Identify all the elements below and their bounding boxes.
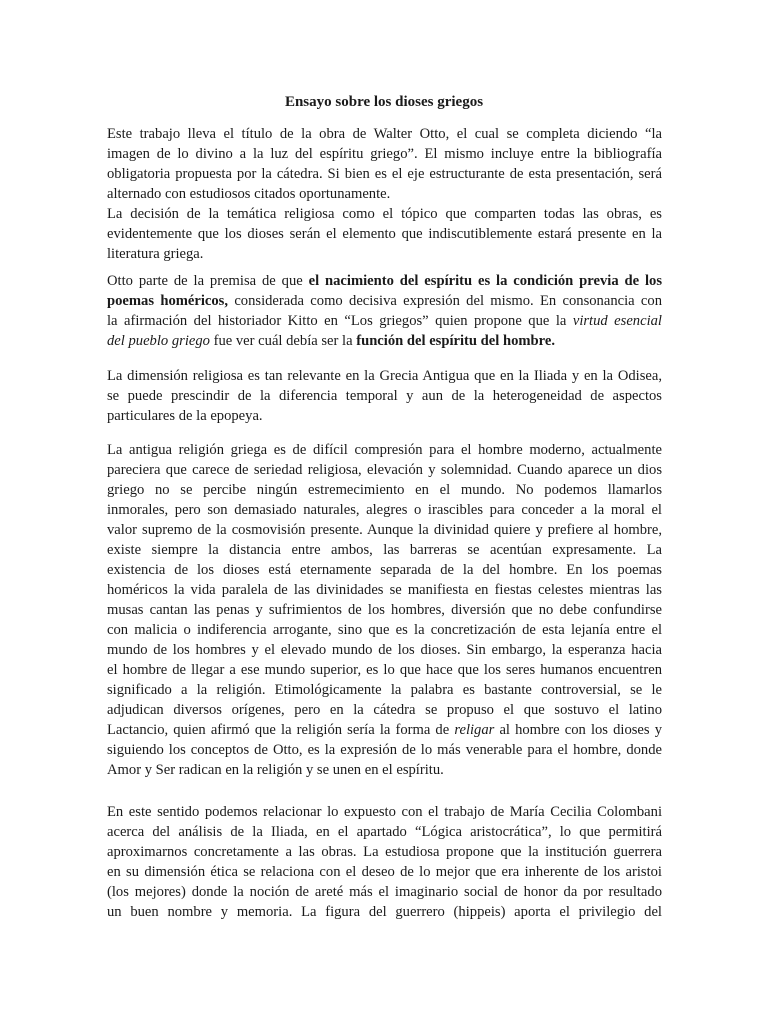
paragraph-religion-griega — [107, 440, 662, 780]
text-line: pareciera que carece de seriedad religiosa, elevación y solemnidad. Cuando aparece un dios — [107, 462, 662, 478]
text-line: (los mejores) donde la noción de areté más el imaginario social de honor da por resultado — [107, 884, 662, 900]
paragraph-tematica — [107, 204, 662, 264]
text-line: La dimensión religiosa es tan relevante en la Grecia Antigua que en la Iliada y en la Odisea, — [107, 368, 662, 384]
bold-text: poemas homéricos, — [107, 293, 229, 309]
text-line: acerca del análisis de la Iliada, en el apartado “Lógica aristocrática”, lo que permitirá — [107, 824, 662, 840]
text-run: al hombre con los dioses y — [494, 722, 662, 738]
paragraph-colombani — [107, 802, 662, 922]
text-line: valor supremo de la cosmovisión presente. Aunque la divinidad quiere y prefiere al hombre, — [107, 522, 662, 538]
bold-text: función del espíritu del hombre. — [356, 333, 556, 349]
text-line: significado a la religión. Etimológicamente la palabra es bastante controversial, se le — [107, 682, 662, 698]
text-line: evidentemente que los dioses serán el elemento que indiscutiblemente estará presente en la — [107, 226, 662, 242]
text-line: obligatoria propuesta por la cátedra. Si bien es el eje estructurante de esta presentación, será — [107, 166, 662, 182]
text-line: con malicia o indiferencia arrogante, sino que es la concretización de esta lejanía entre el — [107, 622, 662, 638]
italic-text: religar — [454, 722, 495, 738]
bold-text: el nacimiento del espíritu es la condición previa de los — [308, 273, 662, 289]
text-line: Este trabajo lleva el título de la obra de Walter Otto, el cual se completa diciendo “la — [107, 126, 662, 142]
text-run: Otto parte de la premisa de que — [107, 273, 309, 289]
text-line: musas cantan las penas y sufrimientos de los hombres, diversión que no debe confundirse — [107, 602, 662, 618]
text-line: griego no se percibe ningún estremecimiento en el mundo. No podemos llamarlos — [107, 482, 662, 498]
text-line: siguiendo los conceptos de Otto, es la expresión de lo más venerable para el hombre, donde — [107, 742, 662, 758]
text-line: mundo de los hombres y el elevado mundo de los dioses. Sin embargo, la esperanza hacia — [107, 642, 662, 658]
text-line: inmorales, pero son demasiado naturales, alegres o irascibles para conceder a la moral el — [107, 502, 662, 518]
text-run: la afirmación del historiador Kitto en “Los griegos” quien propone que la — [107, 313, 573, 329]
text-run: considerada como decisiva expresión del mismo. En consonancia con — [228, 293, 663, 309]
paragraph-intro — [107, 124, 662, 204]
text-line — [107, 311, 662, 331]
text-run: fue ver cuál debía ser la — [209, 333, 357, 349]
text-line: en su dimensión ética se relaciona con el deseo de lo mejor que era inherente de los aristoi — [107, 864, 662, 880]
text-line: alternado con estudiosos citados oportunamente. — [107, 186, 391, 202]
text-line: existe siempre la distancia entre ambos, las barreras se acentúan expresamente. La — [107, 542, 662, 558]
paragraph-premisa — [107, 271, 662, 351]
text-line: se puede prescindir de la diferencia temporal y aun de la heterogeneidad de aspectos — [107, 388, 662, 404]
italic-text: del pueblo griego — [107, 333, 210, 349]
text-line: Amor y Ser radican en la religión y se unen en el espíritu. — [107, 762, 444, 778]
italic-text: virtud esencial — [572, 313, 662, 329]
text-line: adjudican diversos orígenes, pero en la cátedra se propuso el que sostuvo el latino — [107, 702, 662, 718]
text-line — [107, 291, 662, 311]
text-line: imagen de lo divino a la luz del espíritu griego”. El mismo incluye entre la bibliografía — [107, 146, 662, 162]
text-line: un buen nombre y memoria. La figura del guerrero (hippeis) aporta el privilegio del — [107, 904, 662, 920]
text-line: el hombre de llegar a ese mundo superior, es lo que hace que los seres humanos encuentren — [107, 662, 662, 678]
text-line: La antigua religión griega es de difícil compresión para el hombre moderno, actualmente — [107, 442, 662, 458]
text-line: particulares de la epopeya. — [107, 408, 263, 424]
document-title: Ensayo sobre los dioses griegos — [284, 94, 484, 110]
text-run: Lactancio, quien afirmó que la religión sería la forma de — [107, 722, 455, 738]
text-line: existencia de los dioses está eternamente separada de la del hombre. En los poemas — [107, 562, 662, 578]
text-line: aproximarnos concretamente a las obras. La estudiosa propone que la institución guerrera — [107, 844, 662, 860]
text-line: homéricos la vida paralela de las divinidades se manifiesta en fiestas celestes mientras las — [107, 582, 662, 598]
text-line: La decisión de la temática religiosa como el tópico que comparten todas las obras, es — [107, 206, 662, 222]
text-line: En este sentido podemos relacionar lo expuesto con el trabajo de María Cecilia Colombani — [107, 804, 662, 820]
text-line — [107, 331, 662, 351]
text-line — [107, 271, 662, 291]
text-line — [107, 720, 662, 740]
paragraph-dimension-religiosa — [107, 366, 662, 426]
text-line: literatura griega. — [107, 246, 204, 262]
